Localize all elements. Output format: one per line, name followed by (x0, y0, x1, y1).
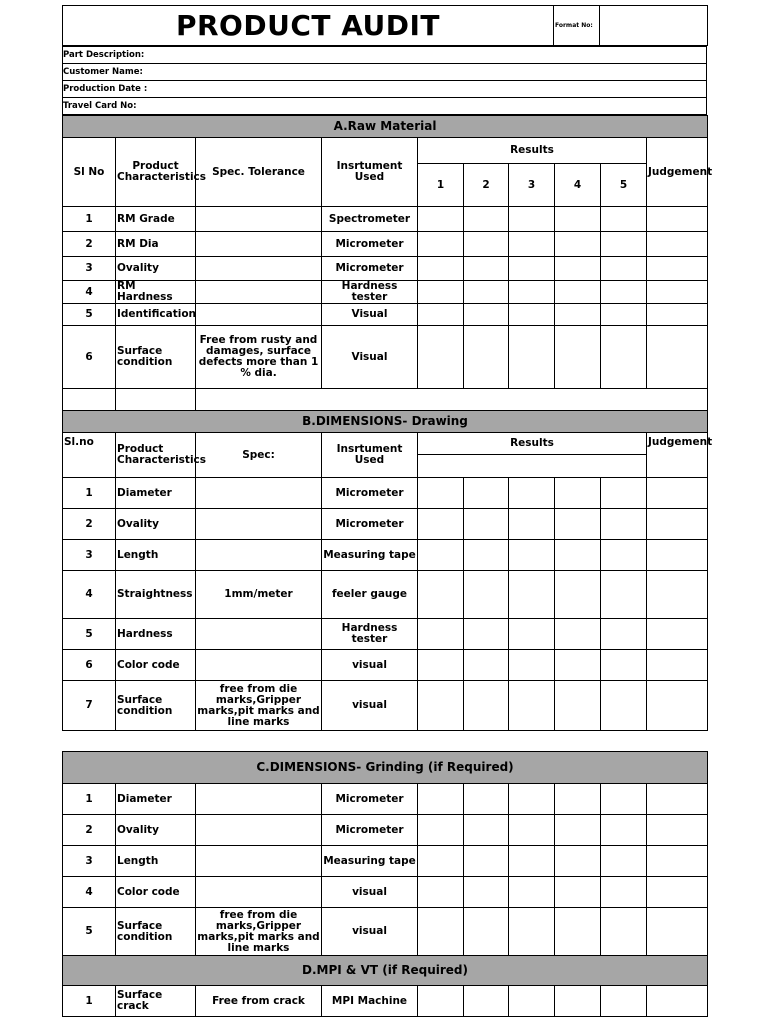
result-cell[interactable] (418, 257, 464, 281)
row-sl: 1 (63, 986, 116, 1017)
col-sl-no: Sl No (63, 138, 116, 207)
judgement-cell[interactable] (647, 540, 708, 571)
col-product-characteristics: Product Characteristics (116, 138, 196, 207)
result-cell[interactable] (509, 571, 555, 619)
result-cell[interactable] (509, 281, 555, 304)
row-instrument: Micrometer (322, 784, 418, 815)
table-row (63, 326, 708, 389)
row-sl: 2 (63, 815, 116, 846)
result-cell[interactable] (555, 815, 601, 846)
result-cell[interactable] (555, 232, 601, 257)
row-sl: 4 (63, 281, 116, 304)
judgement-cell[interactable] (647, 207, 708, 232)
audit-table (62, 115, 713, 731)
result-cell[interactable] (418, 571, 464, 619)
row-instrument: MPI Machine (322, 986, 418, 1017)
table-row (63, 207, 708, 232)
result-cell[interactable] (555, 650, 601, 681)
result-cell[interactable] (509, 784, 555, 815)
row-instrument: Measuring tape (322, 846, 418, 877)
table-row (63, 650, 708, 681)
col-instrument-used: Insrtument Used (322, 433, 418, 478)
table-row (63, 540, 708, 571)
result-cell[interactable] (555, 908, 601, 956)
row-sl: 5 (63, 304, 116, 326)
row-instrument: visual (322, 681, 418, 731)
row-characteristic: RM Hardness (116, 281, 196, 304)
result-cell[interactable] (509, 207, 555, 232)
result-cell[interactable] (418, 232, 464, 257)
result-cell[interactable] (555, 571, 601, 619)
row-spec[interactable] (196, 650, 322, 681)
result-cell[interactable] (418, 304, 464, 326)
result-cell[interactable] (601, 650, 647, 681)
judgement-cell[interactable] (647, 815, 708, 846)
result-cell[interactable] (601, 326, 647, 389)
result-cell[interactable] (418, 877, 464, 908)
result-cell[interactable] (509, 681, 555, 731)
row-characteristic: Identification (116, 304, 196, 326)
judgement-cell[interactable] (647, 509, 708, 540)
row-instrument: Spectrometer (322, 207, 418, 232)
row-characteristic: RM Dia (116, 232, 196, 257)
customer-name-field[interactable]: Customer Name: (63, 64, 707, 81)
result-cell[interactable] (464, 681, 509, 731)
result-cell[interactable] (464, 784, 509, 815)
result-cell[interactable] (601, 232, 647, 257)
judgement-cell[interactable] (647, 846, 708, 877)
result-cell[interactable] (509, 986, 555, 1017)
row-sl: 3 (63, 257, 116, 281)
result-cell[interactable] (601, 877, 647, 908)
result-cell[interactable] (509, 846, 555, 877)
table-row (63, 281, 708, 304)
row-spec[interactable] (196, 232, 322, 257)
result-cell[interactable] (509, 815, 555, 846)
result-cell[interactable] (601, 281, 647, 304)
col-spec: Spec: (196, 433, 322, 478)
result-cell[interactable] (601, 908, 647, 956)
row-instrument: Micrometer (322, 509, 418, 540)
row-instrument: visual (322, 908, 418, 956)
result-cell[interactable] (509, 509, 555, 540)
result-cell[interactable] (418, 784, 464, 815)
row-characteristic: RM Grade (116, 207, 196, 232)
row-sl: 5 (63, 908, 116, 956)
section-c-title: C.DIMENSIONS- Grinding (if Required) (63, 752, 708, 784)
row-characteristic: Diameter (116, 784, 196, 815)
row-instrument: visual (322, 877, 418, 908)
row-instrument: Visual (322, 304, 418, 326)
table-row (63, 478, 708, 509)
judgement-cell[interactable] (647, 257, 708, 281)
result-cell[interactable] (418, 815, 464, 846)
row-spec[interactable] (196, 478, 322, 509)
judgement-cell[interactable] (647, 908, 708, 956)
section-a-title: A.Raw Material (63, 116, 708, 138)
row-sl: 5 (63, 619, 116, 650)
row-sl: 1 (63, 207, 116, 232)
table-row-empty (63, 389, 708, 411)
info-table (62, 46, 707, 115)
format-no-label: Format No: (554, 6, 600, 46)
judgement-cell[interactable] (647, 650, 708, 681)
result-cell[interactable] (555, 509, 601, 540)
result-cell[interactable] (601, 571, 647, 619)
result-cell[interactable] (555, 784, 601, 815)
result-cell[interactable] (555, 619, 601, 650)
result-number: 5 (601, 164, 647, 207)
row-sl: 3 (63, 540, 116, 571)
row-spec[interactable]: Free from rusty and damages, surface defects more than 1 % dia. (196, 326, 322, 389)
result-cell[interactable] (464, 540, 509, 571)
result-cell[interactable] (464, 478, 509, 509)
production-date-field[interactable]: Production Date : (63, 81, 707, 98)
row-instrument: visual (322, 650, 418, 681)
table-row (63, 304, 708, 326)
row-spec[interactable] (196, 619, 322, 650)
result-cell[interactable] (555, 257, 601, 281)
result-cell[interactable] (464, 571, 509, 619)
section-d-title: D.MPI & VT (if Required) (63, 956, 708, 986)
col-product-characteristics: Product Characteristics (116, 433, 196, 478)
col-results: Results (418, 433, 647, 455)
row-sl: 2 (63, 509, 116, 540)
result-cell[interactable] (464, 281, 509, 304)
result-cell[interactable] (601, 619, 647, 650)
row-sl: 6 (63, 326, 116, 389)
table-row (63, 619, 708, 650)
table-row (63, 571, 708, 619)
result-cell[interactable] (418, 326, 464, 389)
row-spec[interactable]: free from die marks,Gripper marks,pit marks and line marks (196, 681, 322, 731)
result-cell[interactable] (555, 846, 601, 877)
result-cell[interactable] (464, 509, 509, 540)
row-characteristic: Diameter (116, 478, 196, 509)
row-characteristic: Ovality (116, 509, 196, 540)
result-cell[interactable] (418, 478, 464, 509)
result-cell[interactable] (509, 478, 555, 509)
result-number: 3 (509, 164, 555, 207)
row-characteristic: Color code (116, 650, 196, 681)
row-sl: 2 (63, 232, 116, 257)
result-cell[interactable] (601, 257, 647, 281)
result-cell[interactable] (464, 815, 509, 846)
row-sl: 7 (63, 681, 116, 731)
table-row (63, 815, 708, 846)
result-cell[interactable] (418, 619, 464, 650)
section-gap (62, 731, 707, 751)
row-spec[interactable]: 1mm/meter (196, 571, 322, 619)
row-spec[interactable] (196, 281, 322, 304)
result-cell[interactable] (601, 478, 647, 509)
table-row (63, 846, 708, 877)
row-characteristic: Straightness (116, 571, 196, 619)
judgement-cell[interactable] (647, 232, 708, 257)
row-instrument: Measuring tape (322, 540, 418, 571)
result-cell[interactable] (601, 784, 647, 815)
result-cell[interactable] (464, 304, 509, 326)
row-sl: 4 (63, 571, 116, 619)
row-characteristic: Surface condition (116, 326, 196, 389)
result-cell[interactable] (555, 681, 601, 731)
row-characteristic: Length (116, 540, 196, 571)
result-cell[interactable] (555, 281, 601, 304)
row-sl: 3 (63, 846, 116, 877)
row-spec[interactable] (196, 846, 322, 877)
result-cell[interactable] (509, 908, 555, 956)
table-row (63, 986, 708, 1017)
row-spec[interactable]: Free from crack (196, 986, 322, 1017)
row-spec[interactable] (196, 540, 322, 571)
row-sl: 6 (63, 650, 116, 681)
row-sl: 4 (63, 877, 116, 908)
format-no-field[interactable] (600, 6, 708, 46)
result-cell[interactable] (601, 681, 647, 731)
section-b-title: B.DIMENSIONS- Drawing (63, 411, 708, 433)
table-row (63, 681, 708, 731)
row-characteristic: Color code (116, 877, 196, 908)
result-cell[interactable] (555, 877, 601, 908)
row-instrument: Micrometer (322, 815, 418, 846)
result-number: 2 (464, 164, 509, 207)
audit-table-continued (62, 751, 708, 1017)
result-cell[interactable] (509, 257, 555, 281)
row-instrument: Micrometer (322, 232, 418, 257)
result-cell[interactable] (464, 846, 509, 877)
row-characteristic: Surface condition (116, 681, 196, 731)
result-cell[interactable] (509, 304, 555, 326)
result-cell[interactable] (509, 650, 555, 681)
row-instrument: Hardness tester (322, 619, 418, 650)
result-cell[interactable] (464, 650, 509, 681)
result-cell[interactable] (464, 232, 509, 257)
table-row (63, 257, 708, 281)
row-characteristic: Hardness (116, 619, 196, 650)
result-cell[interactable] (418, 540, 464, 571)
row-spec[interactable] (196, 784, 322, 815)
judgement-cell[interactable] (647, 619, 708, 650)
col-spec-tolerance: Spec. Tolerance (196, 138, 322, 207)
travel-card-no-field[interactable]: Travel Card No: (63, 98, 707, 115)
part-description-field[interactable]: Part Description: (63, 47, 707, 64)
result-cell[interactable] (418, 650, 464, 681)
table-row (63, 908, 708, 956)
row-sl: 1 (63, 478, 116, 509)
row-characteristic: Length (116, 846, 196, 877)
result-cell[interactable] (601, 540, 647, 571)
row-instrument: Hardness tester (322, 281, 418, 304)
result-cell[interactable] (555, 986, 601, 1017)
row-spec[interactable] (196, 304, 322, 326)
result-cell[interactable] (464, 877, 509, 908)
judgement-cell[interactable] (647, 877, 708, 908)
result-cell[interactable] (601, 815, 647, 846)
row-instrument: Micrometer (322, 257, 418, 281)
result-cell[interactable] (601, 207, 647, 232)
result-cell[interactable] (509, 877, 555, 908)
result-cell[interactable] (601, 846, 647, 877)
result-cell[interactable] (601, 986, 647, 1017)
col-sl-no: Sl.no (63, 433, 116, 478)
result-cell[interactable] (555, 304, 601, 326)
result-cell[interactable] (464, 257, 509, 281)
result-cell[interactable] (509, 232, 555, 257)
judgement-cell[interactable] (647, 681, 708, 731)
result-cell[interactable] (418, 207, 464, 232)
result-cell[interactable] (464, 986, 509, 1017)
col-judgement: Judgement (647, 433, 708, 478)
result-cell[interactable] (601, 509, 647, 540)
row-instrument: feeler gauge (322, 571, 418, 619)
result-cell[interactable] (509, 326, 555, 389)
judgement-cell[interactable] (647, 326, 708, 389)
result-cell[interactable] (418, 281, 464, 304)
judgement-cell[interactable] (647, 281, 708, 304)
row-spec[interactable] (196, 877, 322, 908)
row-characteristic: Ovality (116, 257, 196, 281)
result-cell[interactable] (509, 540, 555, 571)
judgement-cell[interactable] (647, 784, 708, 815)
table-row (63, 877, 708, 908)
row-spec[interactable] (196, 207, 322, 232)
col-results: Results (418, 138, 647, 164)
result-cell[interactable] (418, 908, 464, 956)
result-cell[interactable] (464, 326, 509, 389)
result-cell[interactable] (555, 326, 601, 389)
judgement-cell[interactable] (647, 304, 708, 326)
result-cell[interactable] (418, 986, 464, 1017)
judgement-cell[interactable] (647, 986, 708, 1017)
result-cell[interactable] (464, 619, 509, 650)
result-cell[interactable] (601, 304, 647, 326)
result-cell[interactable] (418, 846, 464, 877)
result-cell[interactable] (555, 207, 601, 232)
row-characteristic: Surface condition (116, 908, 196, 956)
table-row (63, 784, 708, 815)
page-title: PRODUCT AUDIT (63, 6, 554, 46)
result-cell[interactable] (509, 619, 555, 650)
result-cell[interactable] (418, 681, 464, 731)
result-cell[interactable] (418, 509, 464, 540)
judgement-cell[interactable] (647, 478, 708, 509)
row-spec[interactable]: free from die marks,Gripper marks,pit marks and line marks (197, 908, 320, 954)
row-instrument: Micrometer (322, 478, 418, 509)
header-table (62, 5, 708, 46)
row-spec[interactable] (196, 257, 322, 281)
result-cell[interactable] (555, 540, 601, 571)
col-judgement: Judgement (647, 138, 708, 207)
result-number: 1 (418, 164, 464, 207)
col-instrument-used: Insrtument Used (322, 138, 418, 207)
result-cell[interactable] (464, 908, 509, 956)
result-cell[interactable] (464, 207, 509, 232)
table-row (63, 232, 708, 257)
result-number: 4 (555, 164, 601, 207)
row-spec[interactable] (196, 815, 322, 846)
judgement-cell[interactable] (647, 571, 708, 619)
row-characteristic: Surface crack (116, 986, 196, 1017)
audit-sheet (62, 5, 713, 1017)
table-row (63, 509, 708, 540)
row-instrument: Visual (322, 326, 418, 389)
row-characteristic: Ovality (116, 815, 196, 846)
result-cell[interactable] (555, 478, 601, 509)
row-sl: 1 (63, 784, 116, 815)
row-spec[interactable] (196, 509, 322, 540)
